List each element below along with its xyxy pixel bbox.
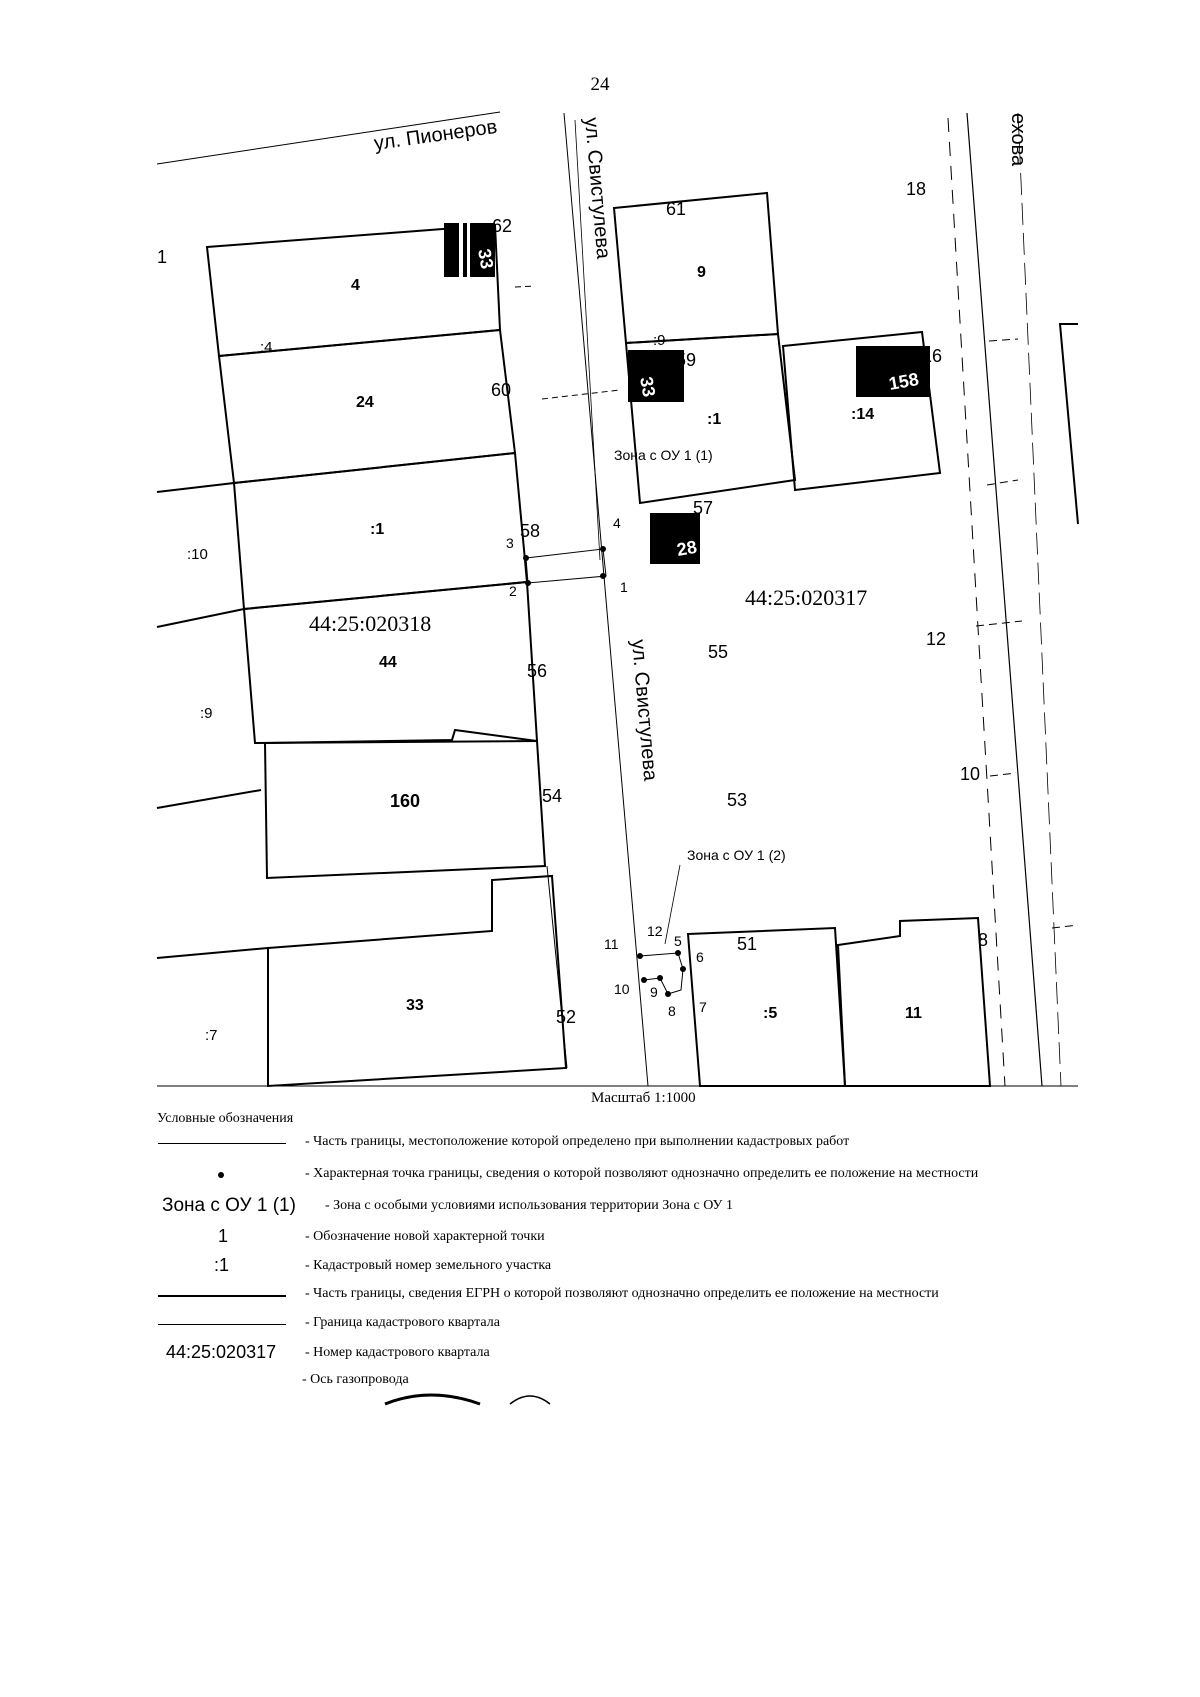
parcel-label-cad-9: :9 bbox=[653, 332, 666, 349]
street-edge-right-dash bbox=[948, 118, 1005, 1086]
legend-desc-7: - Граница кадастрового квартала bbox=[305, 1315, 500, 1330]
house-number-57: 57 bbox=[693, 498, 714, 518]
zone-2-shape bbox=[640, 953, 683, 994]
point-label-7: 7 bbox=[699, 999, 707, 1015]
parcel-label-9: :9 bbox=[200, 705, 213, 722]
parcel-label-1-left: :1 bbox=[370, 521, 385, 538]
legend-desc-8: - Номер кадастрового квартала bbox=[305, 1345, 490, 1360]
gas-pipe-symbol bbox=[385, 1395, 480, 1404]
legend-desc-4: - Обозначение новой характерной точки bbox=[305, 1229, 545, 1244]
parcel-label-14: :14 bbox=[851, 406, 875, 423]
dash-7 bbox=[1052, 925, 1078, 928]
boundary-left-3 bbox=[157, 790, 261, 808]
legend-row-6 bbox=[0, 1283, 1200, 1307]
legend-row-8 bbox=[0, 1342, 1200, 1366]
quarter-number-left: 44:25:020318 bbox=[309, 611, 432, 636]
boundary-left-4 bbox=[157, 948, 268, 958]
legend-desc-9: - Ось газопровода bbox=[302, 1372, 409, 1387]
parcel-label-24: 24 bbox=[356, 394, 374, 411]
building-number-33-top: 33 bbox=[474, 247, 498, 271]
legend-row-1 bbox=[0, 1131, 1200, 1155]
parcel-33 bbox=[268, 876, 566, 1086]
house-number-54: 54 bbox=[542, 786, 563, 806]
building-number-28: 28 bbox=[675, 536, 699, 560]
house-number-62: 62 bbox=[492, 216, 513, 236]
parcel-label-7: :7 bbox=[205, 1027, 218, 1044]
zone-label-2: Зона с ОУ 1 (2) bbox=[687, 847, 786, 863]
house-number-55: 55 bbox=[708, 642, 729, 662]
parcel-label-11: 11 bbox=[905, 1005, 922, 1022]
boundary-point-2 bbox=[525, 580, 531, 586]
legend-desc-2: - Характерная точка границы, сведения о которой позволяют однозначно определить ее положение на местности bbox=[305, 1166, 979, 1181]
parcel-label-frag-1: 1 bbox=[157, 247, 168, 267]
zone-label-1: Зона с ОУ 1 (1) bbox=[614, 447, 713, 463]
zone-strip bbox=[526, 549, 606, 583]
house-number-12: 12 bbox=[926, 629, 947, 649]
point-label-9: 9 bbox=[650, 984, 658, 1000]
boundary-point-11 bbox=[637, 953, 643, 959]
point-dot-icon bbox=[218, 1172, 224, 1178]
building-number-33-mid: 33 bbox=[636, 375, 660, 399]
dash-5 bbox=[987, 480, 1018, 485]
legend-symbol-zone: Зона с ОУ 1 (1) bbox=[162, 1195, 296, 1216]
legend-title: Условные обозначения bbox=[157, 1111, 294, 1126]
boundary-left-5 bbox=[547, 866, 567, 1068]
legend-symbol-parcel: :1 bbox=[214, 1255, 230, 1275]
boundary-point-6 bbox=[680, 966, 686, 972]
boundary-right-edge bbox=[1060, 324, 1078, 524]
point-label-6: 6 bbox=[696, 949, 704, 965]
point-label-1: 1 bbox=[620, 579, 628, 595]
legend-desc-1: - Часть границы, местоположение которой определено при выполнении кадастровых работ bbox=[305, 1134, 850, 1149]
house-number-61: 61 bbox=[666, 199, 687, 219]
boundary-point-3 bbox=[523, 555, 529, 561]
parcel-label-9-right: 9 bbox=[697, 264, 706, 281]
legend-row-4 bbox=[0, 1226, 1200, 1250]
boundary-point-5 bbox=[675, 950, 681, 956]
parcel-11 bbox=[838, 918, 990, 1086]
boundary-point-4 bbox=[600, 546, 606, 552]
boundary-point-10 bbox=[641, 977, 647, 983]
house-number-16: 16 bbox=[922, 346, 943, 366]
dash-2 bbox=[542, 390, 620, 399]
point-label-10: 10 bbox=[614, 981, 630, 997]
legend-row-9 bbox=[0, 1369, 1200, 1393]
dash-1 bbox=[515, 286, 535, 287]
legend-symbol-point: 1 bbox=[218, 1226, 229, 1246]
parcel-label-cad-4: :4 bbox=[260, 339, 273, 356]
parcel-label-5: :5 bbox=[763, 1005, 778, 1022]
point-label-12: 12 bbox=[647, 923, 663, 939]
legend-desc-3: - Зона с особыми условиями использования территории Зона с ОУ 1 bbox=[325, 1198, 733, 1213]
legend-row-7 bbox=[0, 1312, 1200, 1336]
legend-desc-5: - Кадастровый номер земельного участка bbox=[305, 1258, 552, 1273]
quarter-number-right: 44:25:020317 bbox=[745, 585, 868, 610]
house-number-58: 58 bbox=[520, 521, 541, 541]
street-label-svistuleva-mid: ул. Свистулева bbox=[627, 638, 662, 782]
house-number-53: 53 bbox=[727, 790, 748, 810]
point-label-11: 11 bbox=[604, 936, 619, 952]
parcel-label-33: 33 bbox=[406, 997, 424, 1014]
house-number-60: 60 bbox=[491, 380, 512, 400]
dash-4 bbox=[989, 339, 1018, 341]
point-label-4: 4 bbox=[613, 515, 621, 531]
scale-label: Масштаб 1:1000 bbox=[591, 1090, 696, 1106]
legend-symbol-quarter: 44:25:020317 bbox=[166, 1342, 277, 1362]
street-edge-right-mid bbox=[1018, 113, 1061, 1086]
house-number-10: 10 bbox=[960, 764, 981, 784]
boundary-point-9 bbox=[657, 975, 663, 981]
parcel-label-4: 4 bbox=[351, 277, 360, 294]
street-label-svistuleva-top: ул. Свистулева bbox=[580, 116, 615, 260]
point-label-3: 3 bbox=[506, 535, 514, 551]
parcel-label-160: 160 bbox=[390, 791, 421, 811]
point-label-2: 2 bbox=[509, 583, 517, 599]
street-label-partial-right: ехова bbox=[1007, 113, 1029, 167]
boundary-left-1 bbox=[157, 483, 234, 492]
building-number-158: 158 bbox=[887, 369, 921, 394]
house-number-59: 59 bbox=[676, 350, 697, 370]
legend-row-3 bbox=[0, 1195, 1200, 1219]
dash-3 bbox=[976, 621, 1022, 626]
boundary-left-2 bbox=[157, 609, 244, 627]
legend-desc-6: - Часть границы, сведения ЕГРН о которой позволяют однозначно определить ее положение на местности bbox=[305, 1286, 939, 1301]
boundary-point-1 bbox=[600, 573, 606, 579]
house-number-8: 8 bbox=[978, 930, 989, 950]
street-label-pionerov: ул. Пионеров bbox=[372, 115, 499, 155]
parcel-label-10: :10 bbox=[187, 546, 208, 563]
parcel-label-44: 44 bbox=[379, 654, 397, 671]
point-label-8: 8 bbox=[668, 1003, 676, 1019]
legend-row-2 bbox=[0, 1163, 1200, 1187]
house-number-52: 52 bbox=[556, 1007, 577, 1027]
house-number-56: 56 bbox=[527, 661, 548, 681]
parcel-9 bbox=[614, 193, 778, 343]
legend-row-5 bbox=[0, 1255, 1200, 1279]
page-number: 24 bbox=[590, 74, 610, 95]
boundary-point-8 bbox=[665, 991, 671, 997]
dash-6 bbox=[990, 773, 1016, 776]
point-label-5: 5 bbox=[674, 933, 682, 949]
parcel-label-1-right: :1 bbox=[707, 411, 722, 428]
house-number-18: 18 bbox=[906, 179, 927, 199]
house-number-51: 51 bbox=[737, 934, 758, 954]
